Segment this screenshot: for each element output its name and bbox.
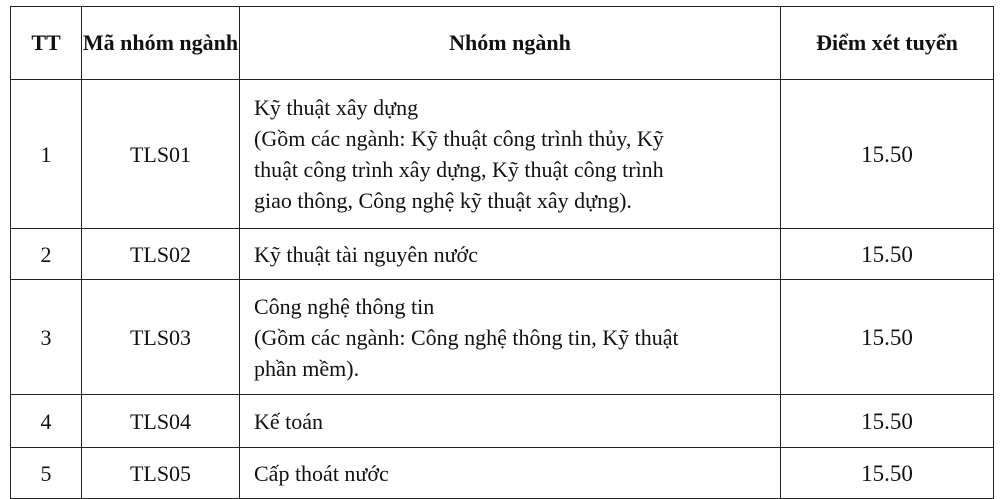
cell-score: 15.50 — [781, 448, 994, 499]
name-line: thuật công trình xây dựng, Kỹ thuật công trình — [254, 157, 664, 182]
cell-name — [240, 395, 781, 448]
cell-code: TLS01 — [82, 80, 240, 229]
name-line: Kỹ thuật tài nguyên nước — [254, 241, 478, 267]
cell-name — [240, 80, 781, 229]
table-row — [11, 280, 994, 395]
cell-name — [240, 229, 781, 280]
admission-scores-table — [10, 6, 994, 499]
name-line: (Gồm các ngành: Công nghệ thông tin, Kỹ thuật — [254, 324, 679, 350]
cell-tt: 2 — [11, 229, 82, 280]
name-line: Kế toán — [254, 408, 324, 434]
name-line: giao thông, Công nghệ kỹ thuật xây dựng). — [254, 188, 632, 213]
name-line: phần mềm). — [254, 355, 360, 381]
cell-score: 15.50 — [781, 280, 994, 395]
table-row — [11, 229, 994, 280]
cell-tt: 1 — [11, 80, 82, 229]
name-line: Kỹ thuật xây dựng — [254, 95, 419, 120]
table-row — [11, 80, 994, 229]
cell-tt: 3 — [11, 280, 82, 395]
table-row — [11, 395, 994, 448]
cell-tt: 4 — [11, 395, 82, 448]
cell-code: TLS04 — [82, 395, 240, 448]
cell-score: 15.50 — [781, 395, 994, 448]
header-name: Nhóm ngành — [240, 7, 781, 80]
cell-code: TLS02 — [82, 229, 240, 280]
header-code: Mã nhóm ngành — [82, 7, 240, 80]
header-tt: TT — [11, 7, 82, 80]
cell-score: 15.50 — [781, 80, 994, 229]
table-row — [11, 448, 994, 499]
name-line: Cấp thoát nước — [254, 460, 389, 486]
cell-name — [240, 280, 781, 395]
cell-code: TLS03 — [82, 280, 240, 395]
cell-score: 15.50 — [781, 229, 994, 280]
cell-tt: 5 — [11, 448, 82, 499]
name-line: Công nghệ thông tin — [254, 293, 435, 319]
name-line: (Gồm các ngành: Kỹ thuật công trình thủy, Kỹ — [254, 126, 664, 151]
cell-code: TLS05 — [82, 448, 240, 499]
header-row — [11, 7, 994, 80]
header-score: Điểm xét tuyển — [781, 7, 994, 80]
cell-name — [240, 448, 781, 499]
